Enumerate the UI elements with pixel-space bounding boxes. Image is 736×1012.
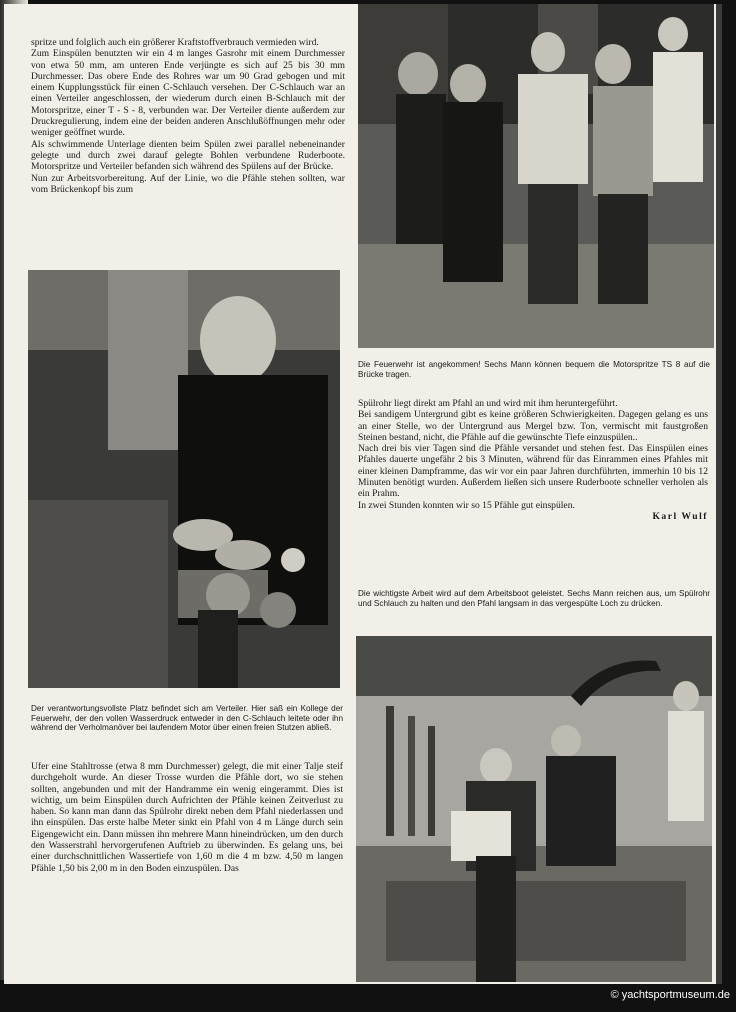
paragraph: spritze und folglich auch ein größerer Kraftstoffverbrauch vermieden wird. (31, 37, 319, 48)
copyright-credit: © yachtsportmuseum.de (610, 989, 730, 1001)
paragraph: Nun zur Arbeitsvorbereitung. Auf der Linie, wo die Pfähle stehen sollten, war vom Brückenkopf bis zum (31, 172, 345, 195)
paragraph: Als schwimmende Unterlage dienten beim Spülen zwei parallel nebeneinander gelegte und durch zwei darauf gelegte Bohlen verbundene Ruderboote. Motorspritze und Verteiler befanden sich während des Spülens auf der Brücke. (31, 138, 345, 173)
caption-men-carrying: Die Feuerwehr ist angekommen! Sechs Mann können bequem die Motorspritze TS 8 auf die Brücke tragen. (358, 360, 710, 379)
paragraph: Ufer eine Stahltrosse (etwa 8 mm Durchmesser) gelegt, die mit einer Talje steif durchgeholt wurde. An dieser Trosse wurden die Pfähle dort, wo sie stehen sollten, angebunden und mit der Handramme ein wenig eingerammt. Dies ist wichtig, um beim Einspülen durch Aufrichten der Pfähle keinen Zeitverlust zu haben. So kann man dann das Spülrohr direkt neben dem Pfahl niederlassen und ihn einspülen. Das erste halbe Meter sinkt ein Pfahl von 4 m Länge durch sein Eigengewicht ein. Dann müssen ihn mehrere Mann hineindrücken, um den durch den Wasserstrahl hervorgerufenen Auftrieb zu überwinden. Es gelang uns, bei einer durchschnittlichen Wassertiefe von 1,60 m die 4 m bzw. 4,50 m langen Pfähle 1,50 bis 2,00 m in den Boden einzuspülen. Das (31, 761, 343, 874)
author-name: Karl Wulf (652, 510, 708, 522)
paragraph: Nach drei bis vier Tagen sind die Pfähle versandet und stehen fest. Das Einspülen eines Pfahles dauerte ungefähr 2 bis 3 Minuten, während für das Einrammen eines Pfahles mit einer kleinen Dampframme, das wir vor ein paar Jahren durchführten, immerhin 10 bis 12 Minuten benötigt wurden. Außerdem ließen sich unsere Ruderboote schneller verholen als ein Prahm. (358, 443, 708, 500)
photo-man-at-distributor (28, 270, 340, 688)
magazine-page (4, 4, 716, 984)
article-column-1-top (31, 37, 345, 195)
article-column-1-bottom (31, 761, 343, 874)
paragraph: Bei sandigem Untergrund gibt es keine größeren Schwierigkeiten. Dagegen gelang es uns an einer Stelle, wo der Untergrund aus Mergel bzw. Ton, vermischt mit faustgroßen Steinen bestand, nicht, die Pfähle auf die gewünschte Tiefe einzuspülen.. (358, 409, 708, 443)
article-column-2 (358, 398, 708, 522)
caption-distributor: Der verantwortungsvollste Platz befindet sich am Verteiler. Hier saß ein Kollege der Feuerwehr, der den vollen Wasserdruck entweder in den C-Schlauch leitete oder ihn während der Verholmanöver bei laufendem Motor über einen freien Stutzen abließ. (31, 704, 343, 733)
page-edge (716, 4, 722, 984)
photo-boat-work (356, 636, 712, 982)
paragraph: Zum Einspülen benutzten wir ein 4 m langes Gasrohr mit einem Durchmesser von etwa 50 mm, am unteren Ende verjüngte es sich auf 25 bis 30 mm Durchmesser. Das obere Ende des Rohres war um 90 Grad gebogen und mit einem Kupplungsstück für einen C-Schlauch versehen. Der C-Schlauch war an einen Verteiler angeschlossen, der wiederum durch einen B-Schlauch mit der Motorspritze, einer T - S - 8, verbunden war. Der Verteiler diente außerdem zur Druckregulierung, indem eine der beiden anderen Anschlußöffnungen mehr oder weniger geöffnet wurde. (31, 48, 345, 139)
photo-men-carrying-pump (358, 4, 714, 348)
paragraph: In zwei Stunden konnten wir so 15 Pfähle gut einspülen. (358, 499, 575, 511)
caption-boat-work: Die wichtigste Arbeit wird auf dem Arbeitsboot geleistet. Sechs Mann reichen aus, um Spülrohr und Schlauch zu halten und den Pfahl langsam in das vergespülte Loch zu drücken. (358, 589, 710, 608)
paragraph: Spülrohr liegt direkt am Pfahl an und wird mit ihm heruntergeführt. (358, 398, 618, 409)
